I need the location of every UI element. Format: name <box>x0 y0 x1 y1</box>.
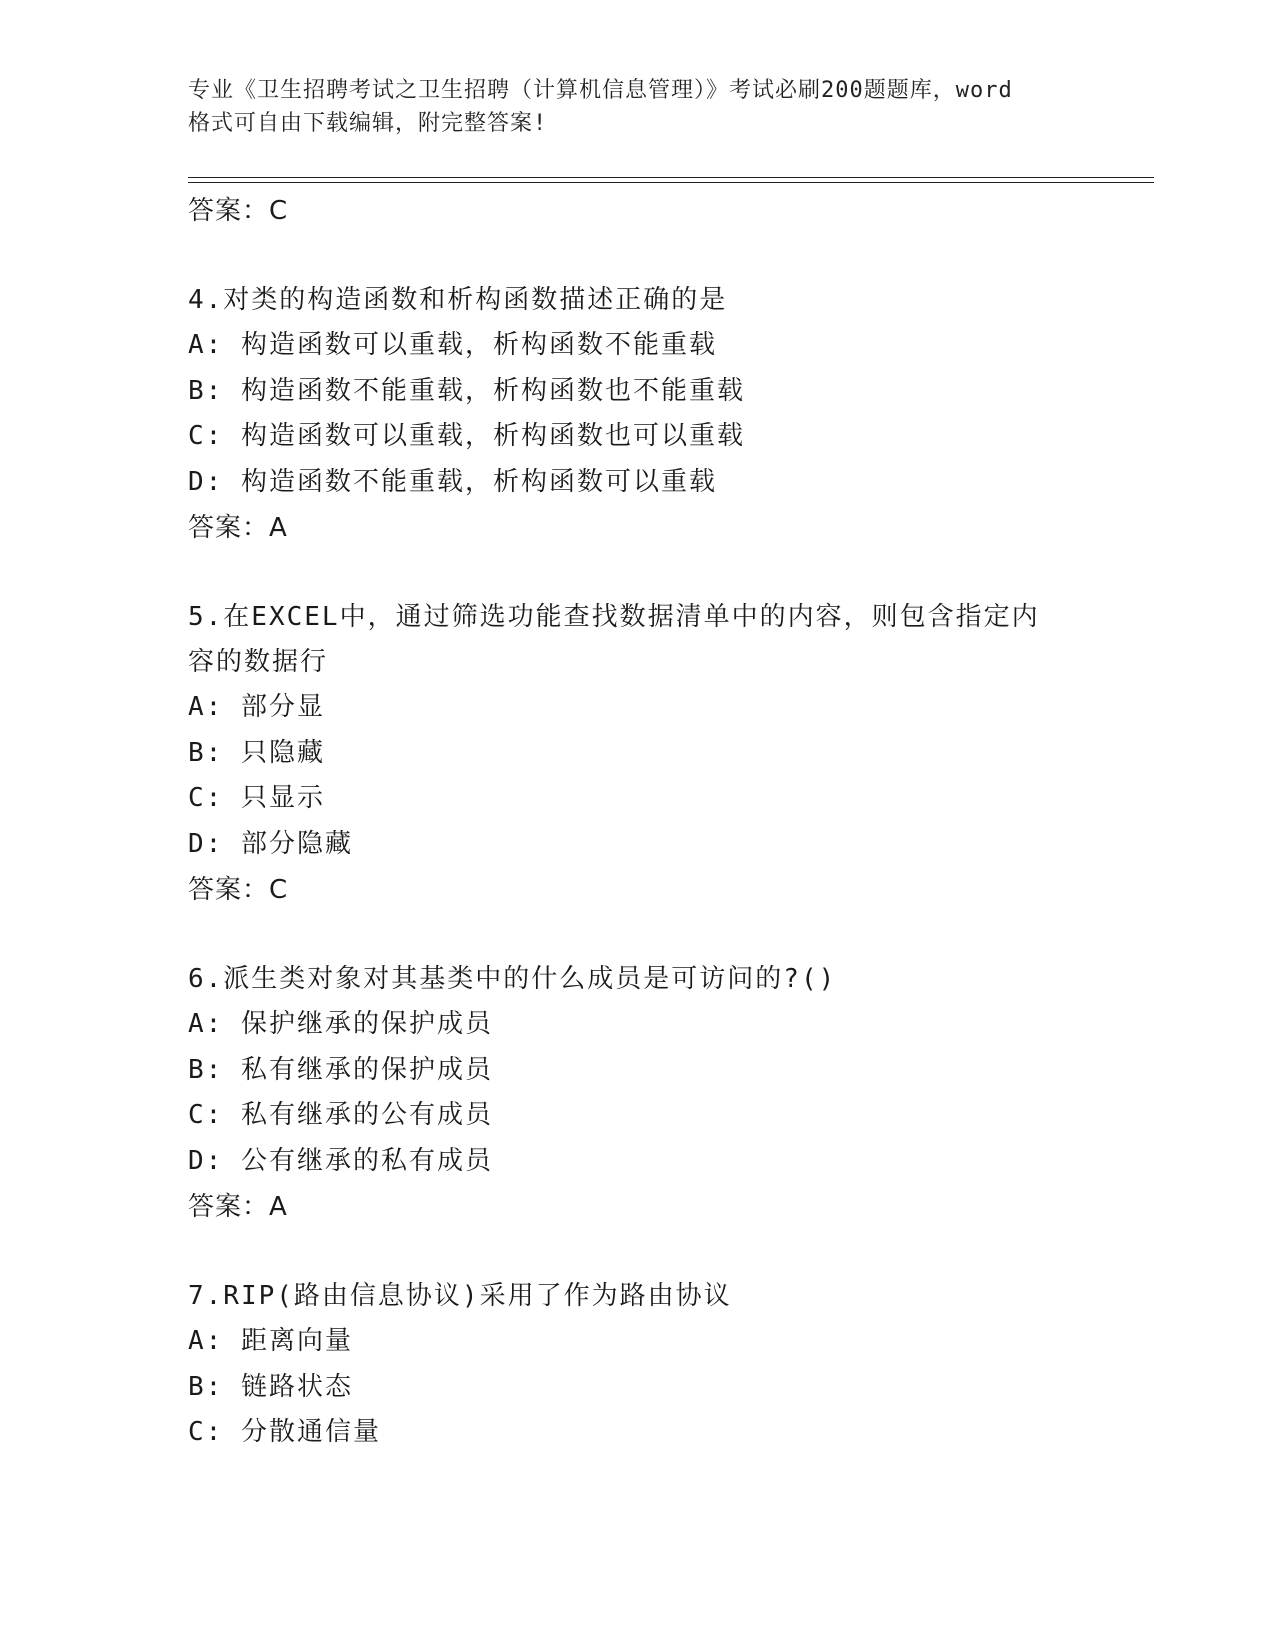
question-block <box>188 1274 1088 1456</box>
header-divider-top <box>188 177 1154 178</box>
document-header <box>188 74 1088 140</box>
option-a: A: 部分显 <box>188 692 325 722</box>
option-a: A: 构造函数可以重载，析构函数不能重载 <box>188 330 717 360</box>
option-c: C: 私有继承的公有成员 <box>188 1100 493 1130</box>
option-a: A: 保护继承的保护成员 <box>188 1009 493 1039</box>
previous-answer: 答案：C <box>188 196 289 226</box>
option-d: D: 部分隐藏 <box>188 828 353 859</box>
question-stem: 4.对类的构造函数和析构函数描述正确的是 <box>188 285 728 315</box>
option-c: C: 只显示 <box>188 783 325 813</box>
answer-line: 答案：A <box>188 1192 288 1222</box>
question-block <box>188 595 1088 913</box>
answer-line: 答案：A <box>188 513 288 543</box>
option-b: B: 构造函数不能重载，析构函数也不能重载 <box>188 375 745 406</box>
option-b: B: 链路状态 <box>188 1371 353 1402</box>
question-stem: 7.RIP(路由信息协议)采用了作为路由协议 <box>188 1281 732 1311</box>
header-line-2: 格式可自由下载编辑，附完整答案! <box>188 111 548 136</box>
answer-line: 答案：C <box>188 875 289 905</box>
question-stem: 6.派生类对象对其基类中的什么成员是可访问的?() <box>188 964 837 994</box>
option-d: D: 公有继承的私有成员 <box>188 1145 493 1176</box>
header-divider-bottom <box>188 182 1154 183</box>
option-c: C: 构造函数可以重载，析构函数也可以重载 <box>188 421 745 451</box>
question-block <box>188 278 1088 551</box>
question-stem: 5.在EXCEL中，通过筛选功能查找数据清单中的内容，则包含指定内 <box>188 602 1040 632</box>
header-line-1: 专业《卫生招聘考试之卫生招聘（计算机信息管理）》考试必刷200题题库，word <box>188 78 1013 103</box>
option-c: C: 分散通信量 <box>188 1417 381 1447</box>
question-list <box>188 188 1088 1456</box>
option-d: D: 构造函数不能重载，析构函数可以重载 <box>188 466 717 497</box>
option-a: A: 距离向量 <box>188 1326 353 1356</box>
option-b: B: 私有继承的保护成员 <box>188 1054 493 1085</box>
question-block <box>188 957 1088 1230</box>
option-b: B: 只隐藏 <box>188 737 325 768</box>
question-stem-continued: 容的数据行 <box>188 647 329 677</box>
